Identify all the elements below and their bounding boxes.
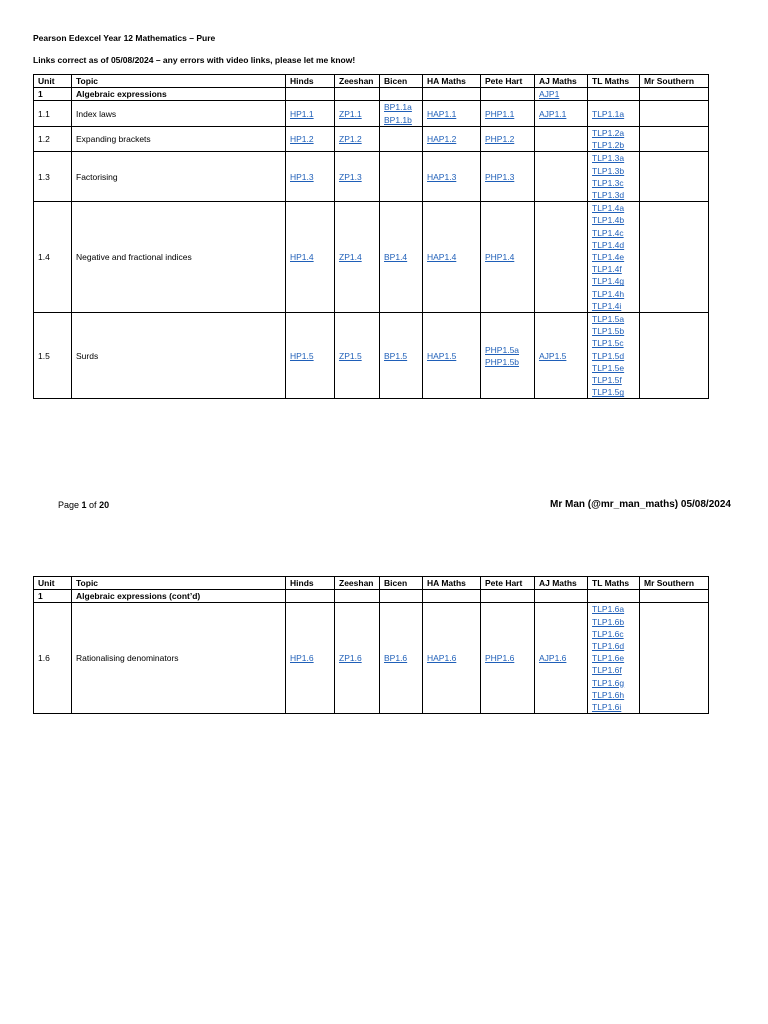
- empty-cell: [286, 88, 335, 101]
- cell-zeeshan: [335, 202, 380, 313]
- video-link[interactable]: BP1.1a: [384, 102, 412, 113]
- video-link[interactable]: HAP1.4: [427, 252, 457, 263]
- video-link[interactable]: BP1.4: [384, 252, 408, 263]
- unit-cell: 1.4: [34, 202, 72, 313]
- column-header-ha-maths: HA Maths: [423, 75, 481, 88]
- video-link[interactable]: AJP1: [539, 89, 560, 100]
- cell-ha-maths: [423, 126, 481, 151]
- video-link[interactable]: HAP1.2: [427, 133, 457, 144]
- table-row: [34, 126, 709, 151]
- video-link[interactable]: HAP1.5: [427, 350, 457, 361]
- video-link[interactable]: TLP1.4i: [592, 300, 622, 311]
- video-link[interactable]: ZP1.2: [339, 133, 362, 144]
- video-link[interactable]: HP1.5: [290, 350, 314, 361]
- page-prefix: Page: [58, 500, 82, 510]
- video-link[interactable]: PHP1.1: [485, 108, 515, 119]
- cell-pete-hart: [481, 202, 535, 313]
- section-row: [34, 88, 709, 101]
- document-title: Pearson Edexcel Year 12 Mathematics – Pure: [33, 33, 216, 43]
- cell-tl-maths: [588, 126, 640, 151]
- topic-cell: Negative and fractional indices: [72, 202, 286, 313]
- cell-ha-maths: [423, 313, 481, 399]
- empty-cell: [380, 88, 423, 101]
- table-row: [34, 603, 709, 714]
- topics-table-2: [33, 576, 709, 714]
- video-link[interactable]: PHP1.5a: [485, 344, 520, 355]
- video-link[interactable]: TLP1.4f: [592, 264, 622, 275]
- column-header-topic: Topic: [72, 75, 286, 88]
- video-link[interactable]: PHP1.3: [485, 171, 515, 182]
- column-header-pete-hart: Pete Hart: [481, 75, 535, 88]
- video-link[interactable]: BP1.5: [384, 350, 408, 361]
- unit-cell: 1.6: [34, 603, 72, 714]
- section-topic: Algebraic expressions (cont’d): [72, 590, 286, 603]
- cell-zeeshan: [335, 101, 380, 126]
- column-header-unit: Unit: [34, 577, 72, 590]
- author-credit: Mr Man (@mr_man_maths) 05/08/2024: [550, 499, 731, 510]
- section-unit: 1: [34, 88, 72, 101]
- video-link[interactable]: TLP1.5g: [592, 387, 625, 398]
- video-link[interactable]: TLP1.4a: [592, 203, 625, 214]
- video-link[interactable]: TLP1.5e: [592, 362, 625, 373]
- cell-zeeshan: [335, 313, 380, 399]
- column-header-bicen: Bicen: [380, 577, 423, 590]
- video-link[interactable]: TLP1.4b: [592, 215, 625, 226]
- cell-ha-maths: [423, 202, 481, 313]
- cell-bicen: [380, 152, 423, 202]
- video-link[interactable]: HP1.3: [290, 171, 314, 182]
- video-link[interactable]: TLP1.3b: [592, 165, 625, 176]
- cell-zeeshan: [335, 152, 380, 202]
- video-link[interactable]: TLP1.1a: [592, 108, 625, 119]
- cell-aj-maths: [535, 88, 588, 101]
- video-link[interactable]: ZP1.3: [339, 171, 362, 182]
- video-link[interactable]: TLP1.4h: [592, 288, 625, 299]
- topic-cell: Index laws: [72, 101, 286, 126]
- column-header-hinds: Hinds: [286, 75, 335, 88]
- empty-cell: [481, 88, 535, 101]
- empty-cell: [335, 88, 380, 101]
- cell-tl-maths: [588, 101, 640, 126]
- video-link[interactable]: BP1.6: [384, 653, 408, 664]
- video-link[interactable]: ZP1.5: [339, 350, 362, 361]
- video-link[interactable]: ZP1.6: [339, 653, 362, 664]
- column-header-ha-maths: HA Maths: [423, 577, 481, 590]
- cell-zeeshan: [335, 603, 380, 714]
- cell-ha-maths: [423, 101, 481, 126]
- video-link[interactable]: TLP1.5b: [592, 326, 625, 337]
- video-link[interactable]: ZP1.1: [339, 108, 362, 119]
- cell-bicen: [380, 313, 423, 399]
- column-header-zeeshan: Zeeshan: [335, 75, 380, 88]
- video-link[interactable]: TLP1.4g: [592, 276, 625, 287]
- page-number: 1: [81, 500, 87, 510]
- video-link[interactable]: TLP1.4c: [592, 227, 624, 238]
- column-header-aj-maths: AJ Maths: [535, 75, 588, 88]
- video-link[interactable]: TLP1.3c: [592, 177, 624, 188]
- cell-mr-southern: [640, 603, 709, 714]
- unit-cell: 1.2: [34, 126, 72, 151]
- video-link[interactable]: TLP1.5f: [592, 375, 622, 386]
- empty-cell: [481, 590, 535, 603]
- cell-aj-maths: [535, 313, 588, 399]
- cell-aj-maths: [535, 101, 588, 126]
- video-link[interactable]: TLP1.5d: [592, 350, 625, 361]
- video-link[interactable]: BP1.1b: [384, 114, 412, 125]
- video-link[interactable]: AJP1.6: [539, 653, 567, 664]
- column-header-unit: Unit: [34, 75, 72, 88]
- cell-ha-maths: [423, 152, 481, 202]
- video-link[interactable]: HP1.4: [290, 252, 314, 263]
- video-link[interactable]: TLP1.6h: [592, 689, 625, 700]
- cell-hinds: [286, 202, 335, 313]
- video-link[interactable]: HAP1.6: [427, 653, 457, 664]
- header-row: [34, 577, 709, 590]
- topics-table-1: [33, 74, 709, 399]
- empty-cell: [535, 590, 588, 603]
- empty-cell: [640, 88, 709, 101]
- video-link[interactable]: AJP1.1: [539, 108, 567, 119]
- cell-mr-southern: [640, 126, 709, 151]
- cell-aj-maths: [535, 202, 588, 313]
- topic-cell: Factorising: [72, 152, 286, 202]
- video-link[interactable]: TLP1.2a: [592, 127, 625, 138]
- video-link[interactable]: PHP1.2: [485, 133, 515, 144]
- column-header-mr-southern: Mr Southern: [640, 577, 709, 590]
- cell-aj-maths: [535, 603, 588, 714]
- video-link[interactable]: TLP1.6i: [592, 702, 622, 713]
- cell-zeeshan: [335, 126, 380, 151]
- cell-hinds: [286, 603, 335, 714]
- video-link[interactable]: TLP1.6a: [592, 604, 625, 615]
- unit-cell: 1.3: [34, 152, 72, 202]
- video-link[interactable]: PHP1.5b: [485, 356, 520, 367]
- video-link[interactable]: HP1.1: [290, 108, 314, 119]
- video-link[interactable]: HAP1.3: [427, 171, 457, 182]
- page-total: 20: [99, 500, 110, 510]
- empty-cell: [588, 88, 640, 101]
- empty-cell: [640, 590, 709, 603]
- cell-pete-hart: [481, 101, 535, 126]
- cell-hinds: [286, 313, 335, 399]
- table-row: [34, 152, 709, 202]
- section-row: [34, 590, 709, 603]
- cell-aj-maths: [535, 126, 588, 151]
- header-row: [34, 75, 709, 88]
- cell-mr-southern: [640, 202, 709, 313]
- video-link[interactable]: ZP1.4: [339, 252, 362, 263]
- topic-cell: Rationalising denominators: [72, 603, 286, 714]
- cell-bicen: [380, 126, 423, 151]
- video-link[interactable]: TLP1.6f: [592, 665, 622, 676]
- cell-hinds: [286, 101, 335, 126]
- video-link[interactable]: TLP1.6b: [592, 616, 625, 627]
- empty-cell: [588, 590, 640, 603]
- empty-cell: [380, 590, 423, 603]
- column-header-bicen: Bicen: [380, 75, 423, 88]
- video-link[interactable]: TLP1.4e: [592, 252, 625, 263]
- cell-hinds: [286, 152, 335, 202]
- cell-tl-maths: [588, 313, 640, 399]
- cell-mr-southern: [640, 313, 709, 399]
- cell-bicen: [380, 603, 423, 714]
- video-link[interactable]: HP1.6: [290, 653, 314, 664]
- column-header-zeeshan: Zeeshan: [335, 577, 380, 590]
- empty-cell: [423, 590, 481, 603]
- video-link[interactable]: HP1.2: [290, 133, 314, 144]
- video-link[interactable]: TLP1.3a: [592, 153, 625, 164]
- video-link[interactable]: TLP1.5c: [592, 338, 624, 349]
- unit-cell: 1.1: [34, 101, 72, 126]
- video-link[interactable]: PHP1.4: [485, 252, 515, 263]
- page-indicator: [58, 500, 109, 510]
- table-row: [34, 202, 709, 313]
- column-header-hinds: Hinds: [286, 577, 335, 590]
- video-link[interactable]: HAP1.1: [427, 108, 457, 119]
- topic-cell: Surds: [72, 313, 286, 399]
- column-header-aj-maths: AJ Maths: [535, 577, 588, 590]
- video-link[interactable]: TLP1.3d: [592, 189, 625, 200]
- empty-cell: [335, 590, 380, 603]
- column-header-tl-maths: TL Maths: [588, 577, 640, 590]
- column-header-mr-southern: Mr Southern: [640, 75, 709, 88]
- column-header-pete-hart: Pete Hart: [481, 577, 535, 590]
- video-link[interactable]: TLP1.6g: [592, 677, 625, 688]
- cell-aj-maths: [535, 152, 588, 202]
- video-link[interactable]: TLP1.6d: [592, 641, 625, 652]
- cell-tl-maths: [588, 152, 640, 202]
- cell-mr-southern: [640, 152, 709, 202]
- section-topic: Algebraic expressions: [72, 88, 286, 101]
- cell-bicen: [380, 202, 423, 313]
- topic-cell: Expanding brackets: [72, 126, 286, 151]
- video-link[interactable]: TLP1.6c: [592, 628, 624, 639]
- document-subtitle: Links correct as of 05/08/2024 – any errors with video links, please let me know!: [33, 55, 356, 65]
- cell-pete-hart: [481, 313, 535, 399]
- cell-tl-maths: [588, 603, 640, 714]
- cell-ha-maths: [423, 603, 481, 714]
- video-link[interactable]: TLP1.2b: [592, 140, 625, 151]
- video-link[interactable]: AJP1.5: [539, 350, 567, 361]
- cell-mr-southern: [640, 101, 709, 126]
- table-row: [34, 101, 709, 126]
- video-link[interactable]: TLP1.5a: [592, 314, 625, 325]
- table-row: [34, 313, 709, 399]
- cell-pete-hart: [481, 152, 535, 202]
- section-unit: 1: [34, 590, 72, 603]
- empty-cell: [423, 88, 481, 101]
- page-of: of: [86, 500, 100, 510]
- cell-pete-hart: [481, 126, 535, 151]
- cell-pete-hart: [481, 603, 535, 714]
- cell-bicen: [380, 101, 423, 126]
- unit-cell: 1.5: [34, 313, 72, 399]
- cell-hinds: [286, 126, 335, 151]
- column-header-topic: Topic: [72, 577, 286, 590]
- column-header-tl-maths: TL Maths: [588, 75, 640, 88]
- empty-cell: [286, 590, 335, 603]
- video-link[interactable]: TLP1.6e: [592, 653, 625, 664]
- video-link[interactable]: PHP1.6: [485, 653, 515, 664]
- video-link[interactable]: TLP1.4d: [592, 239, 625, 250]
- cell-tl-maths: [588, 202, 640, 313]
